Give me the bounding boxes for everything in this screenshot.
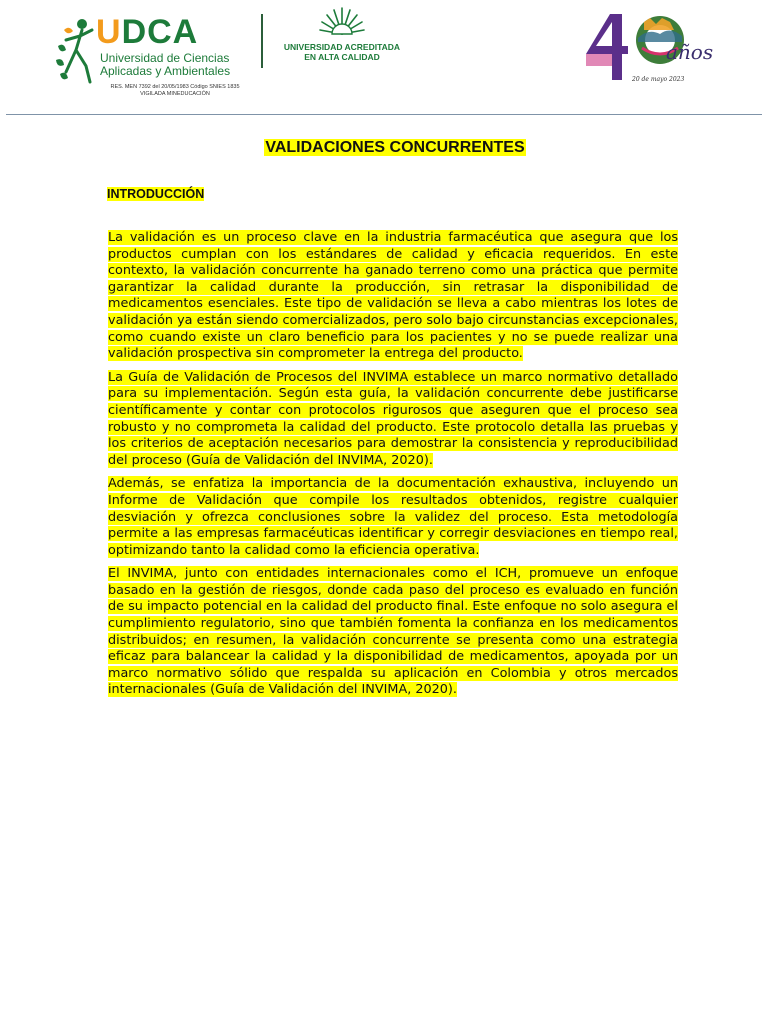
document-title-text: VALIDACIONES CONCURRENTES [265, 139, 525, 156]
udca-legal-text [100, 84, 250, 98]
accreditation-logo [280, 4, 404, 74]
paragraph-1 [108, 230, 678, 363]
udca-figure-icon [52, 16, 94, 86]
udca-legal-line-2: VIGILADA MINEDUCACIÓN [140, 91, 210, 97]
udca-legal-line-1: RES. MEN 7392 del 20/05/1983 Código SNIES 1835 [110, 84, 240, 90]
anniversary-word: años [666, 40, 714, 64]
udca-subtitle: Universidad de Ciencias Aplicadas y Ambientales [100, 51, 231, 78]
paragraph-1-text: La validación es un proceso clave en la industria farmacéutica que asegura que los productos cumplan con los estándares de calidad y eficacia requeridos. En este contexto, la validación concurrente ha ganado terreno como una práctica que permite garantizar la calidad durante la producción, sin retrasar la disponibilidad de medicamentos esenciales. Este tipo de validación se lleva a cabo mientras los lotes de validación ya están siendo comercializados, pero solo bajo circunstancias excepcionales, como cuando existe un claro beneficio para los pacientes y no se puede realizar una validación prospectiva sin comprometer la entrega del producto. [108, 230, 678, 362]
paragraph-4 [108, 566, 678, 699]
section-heading-text: INTRODUCCIÓN [107, 187, 205, 201]
paragraph-3-text: Además, se enfatiza la importancia de la documentación exhaustiva, incluyendo un Informe de Validación que compile los resultados obtenidos, registre cualquier desviación y ofrezca conclusiones sobre la validez del proceso. Esta metodología permite a las empresas farmacéuticas identificar y corregir desviaciones en tiempo real, optimizando tanto la calidad como la eficiencia operativa. [108, 476, 678, 558]
udca-wordmark-rest: DCA [121, 13, 199, 51]
paragraph-2 [108, 370, 678, 470]
document-body [108, 230, 678, 706]
udca-logo [52, 6, 242, 98]
paragraph-2-text: La Guía de Validación de Procesos del INVIMA establece un marco normativo detallado para su implementación. Según esta guía, la validación concurrente debe justificarse científicamente y contar con protocolos rigurosos que aseguren que el proceso sea robusto y no comprometa la calidad del producto. Este protocolo detalla las pruebas y los criterios de aceptación necesarios para demostrar la consistencia y reproducibilidad del proceso (Guía de Validación del INVIMA, 2020). [108, 369, 678, 468]
anniversary-logo [582, 8, 722, 88]
sunburst-icon [318, 4, 366, 38]
header-rule [6, 114, 762, 115]
paragraph-3 [108, 476, 678, 559]
paragraph-4-text: El INVIMA, junto con entidades internacionales como el ICH, promueve un enfoque basado en la gestión de riesgos, donde cada paso del proceso es evaluado en función de su impacto potencial en la calidad del producto final. Este enfoque no solo asegura el cumplimiento regulatorio, sino que también fomenta la confianza en los medicamentos distribuidos; en resumen, la validación concurrente se presenta como una estrategia eficaz para balancear la calidad y la disponibilidad de medicamentos, apoyada por un marco normativo sólido que respalda su aplicación en Colombia y otros mercados internacionales (Guía de Validación del INVIMA, 2020). [108, 566, 678, 698]
anniversary-date: 20 de mayo 2023 [632, 76, 685, 83]
udca-wordmark: UDCA [96, 13, 199, 51]
page-header [0, 0, 768, 116]
document-title [0, 137, 768, 159]
section-heading [107, 185, 204, 203]
accreditation-text: UNIVERSIDAD ACREDITADA EN ALTA CALIDAD [283, 42, 401, 62]
header-divider [261, 14, 263, 68]
